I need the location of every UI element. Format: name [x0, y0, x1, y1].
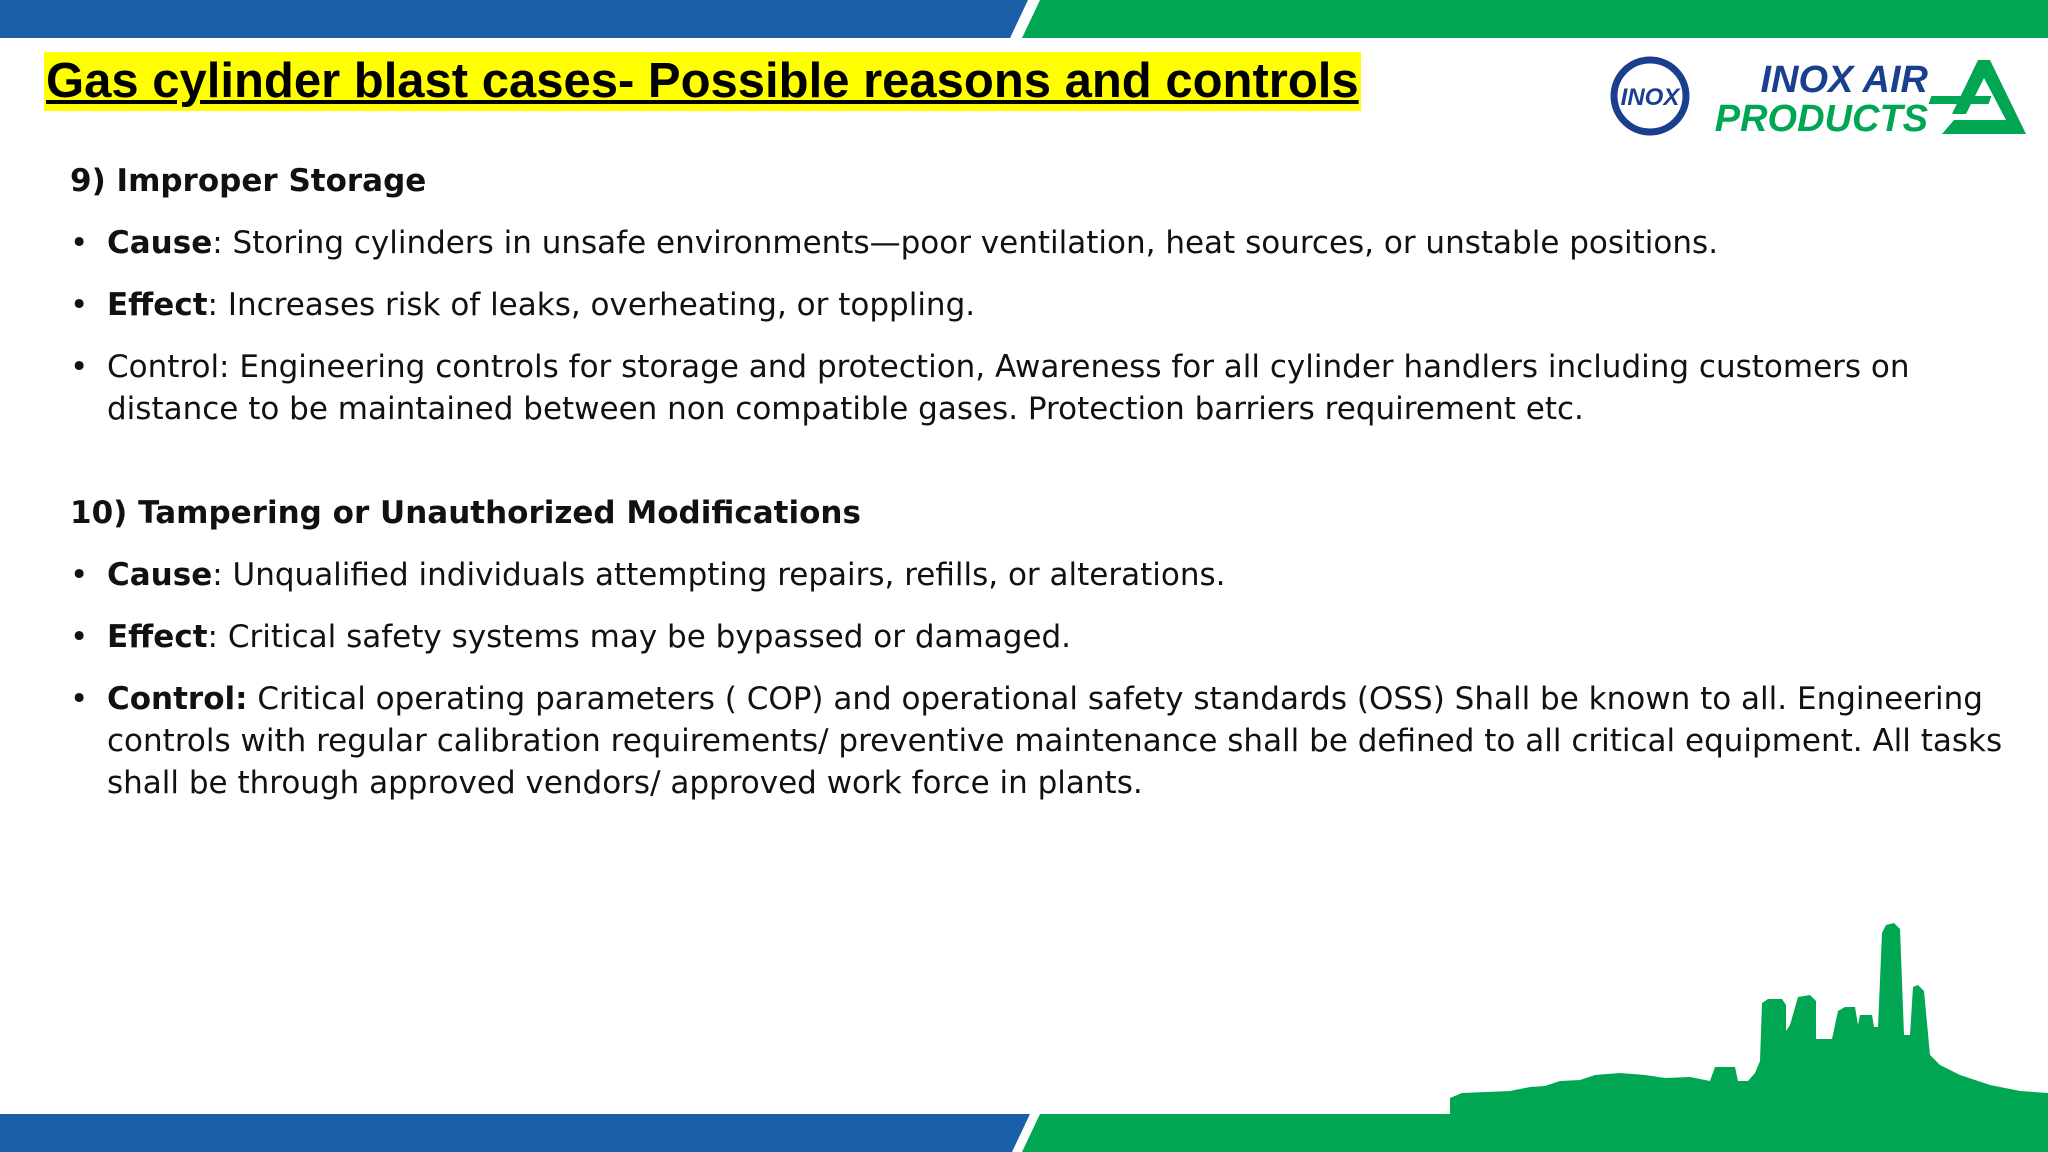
bullet-list — [70, 222, 2010, 430]
factory-skyline-icon — [1450, 915, 2048, 1115]
bullet-separator: : — [212, 557, 223, 593]
slide-content — [70, 160, 2010, 804]
slide-title: Gas cylinder blast cases- Possible reasons and controls — [44, 52, 1361, 111]
bullet-item-control — [70, 346, 2010, 430]
bullet-text: Critical operating parameters ( COP) and operational safety standards (OSS) Shall be known to all. Engineering controls with regular calibration requirements/ preventive maintenance shall be defined to all critical equipment. All tasks shall be through approved vendors/ approved work force in plants. — [107, 681, 2003, 801]
bullet-text: Unqualified individuals attempting repairs, refills, or alterations. — [222, 557, 1226, 593]
logo-text-line1: INOX AIR — [1760, 59, 1928, 101]
bullet-separator: : — [207, 287, 218, 323]
bullet-item-cause — [70, 554, 2010, 596]
bullet-icon: • — [70, 681, 89, 717]
bullet-text: Storing cylinders in unsafe environments—poor ventilation, heat sources, or unstable positions. — [222, 225, 1719, 261]
bullet-term: Control: — [107, 681, 248, 717]
bullet-text: Increases risk of leaks, overheating, or toppling. — [217, 287, 976, 323]
bullet-icon: • — [70, 619, 89, 655]
logo-text-line2: PRODUCTS — [1714, 98, 1928, 136]
bullet-term: Effect — [107, 619, 208, 655]
section-improper-storage — [70, 160, 2010, 430]
bullet-term: Effect — [107, 287, 208, 323]
bullet-item-cause — [70, 222, 2010, 264]
bullet-icon: • — [70, 557, 89, 593]
bullet-item-effect — [70, 616, 2010, 658]
bullet-term: Cause — [107, 225, 213, 261]
bullet-text: Critical safety systems may be bypassed or damaged. — [217, 619, 1071, 655]
bullet-item-control — [70, 678, 2010, 804]
bullet-item-effect — [70, 284, 2010, 326]
bullet-separator: : — [212, 225, 223, 261]
bullet-text: Control: Engineering controls for storage and protection, Awareness for all cylinder handlers including customers on distance to be maintained between non compatible gases. Protection barriers requirement etc. — [107, 349, 1910, 427]
bullet-separator: : — [207, 619, 218, 655]
logo-badge-text: INOX — [1620, 84, 1680, 111]
bullet-term: Cause — [107, 557, 213, 593]
section-heading: 9) Improper Storage — [70, 163, 427, 199]
bullet-icon: • — [70, 225, 89, 261]
top-color-band — [0, 0, 2048, 38]
inox-badge-icon — [1614, 60, 1686, 132]
inox-air-products-logo — [1606, 56, 2030, 136]
triangle-mark-icon — [1929, 60, 2026, 134]
section-heading: 10) Tampering or Unauthorized Modifications — [70, 495, 861, 531]
bullet-list — [70, 554, 2010, 804]
bottom-color-band — [0, 1114, 2048, 1152]
bullet-icon: • — [70, 287, 89, 323]
section-tampering — [70, 492, 2010, 804]
bullet-icon: • — [70, 349, 89, 385]
